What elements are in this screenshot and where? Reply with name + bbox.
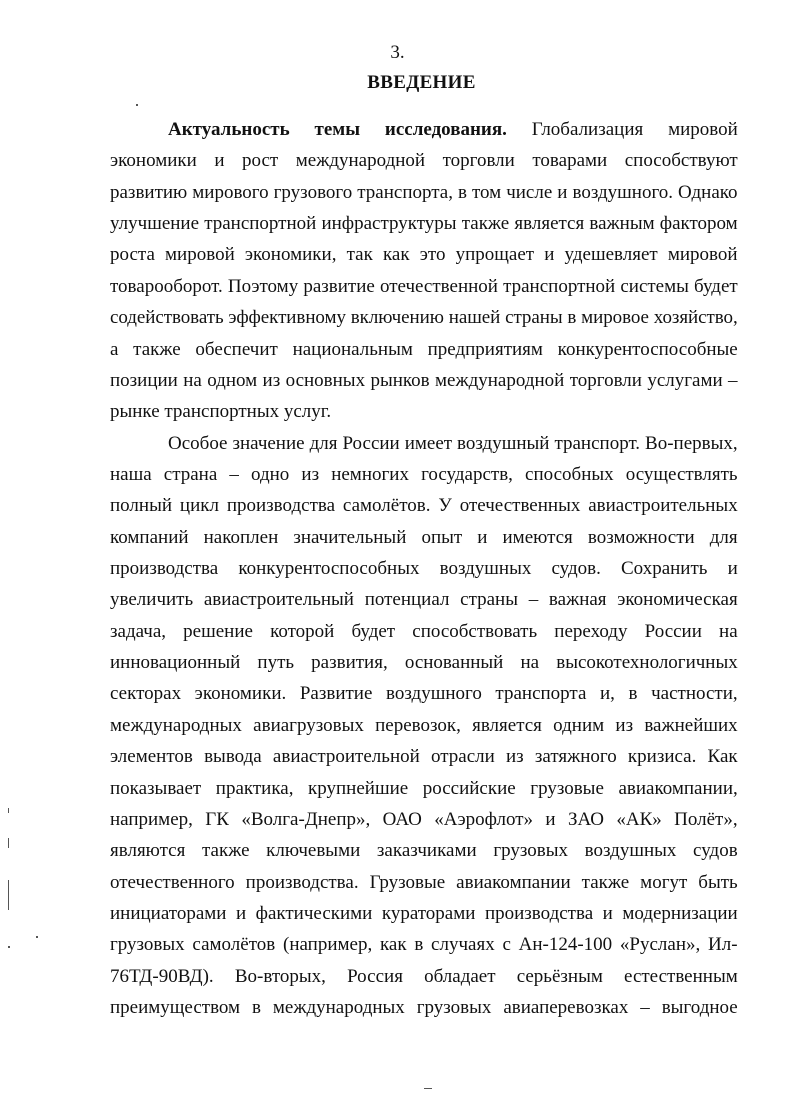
text-line (110, 835, 738, 866)
line-content (110, 339, 738, 360)
line-content (110, 307, 738, 328)
line-text: полный цикл производства самолётов. У отечественных авиастроительных (110, 495, 738, 517)
line-text: являются также ключевыми заказчиками грузовых воздушных судов (110, 840, 738, 862)
text-line (110, 302, 738, 333)
line-content (110, 934, 738, 955)
text-line (110, 616, 738, 647)
line-content (110, 997, 738, 1018)
line-text: Особое значение для России имеет воздушный транспорт. Во-первых, (168, 432, 738, 454)
text-line (110, 522, 738, 553)
text-line (110, 239, 738, 270)
line-content (110, 903, 738, 924)
line-content (110, 370, 738, 391)
text-line (110, 647, 738, 678)
line-content (110, 683, 738, 704)
scan-speck (136, 104, 138, 106)
line-text: позиции на одном из основных рынков международной торговли услугами – (110, 369, 738, 391)
line-text: роста мировой экономики, так как это упрощает и удешевляет мировой (110, 244, 738, 266)
line-content (110, 182, 738, 203)
line-text: грузовых самолётов (например, как в случаях с Ан-124-100 «Руслан», Ил- (110, 934, 738, 956)
line-content (110, 652, 738, 673)
line-content (110, 715, 738, 736)
line-text: элементов вывода авиастроительной отрасли из затяжного кризиса. Как (110, 746, 738, 768)
line-text: инициаторами и фактическими кураторами производства и модернизации (110, 902, 738, 924)
text-line (110, 961, 738, 992)
line-text: товарооборот. Поэтому развитие отечественной транспортной системы будет (110, 275, 738, 297)
bold-lead-in: Актуальность темы исследования. (168, 119, 507, 140)
line-content (110, 872, 738, 893)
line-text: преимуществом в международных грузовых авиаперевозках – выгодное (110, 997, 738, 1019)
text-line (110, 271, 738, 302)
line-text: международных авиагрузовых перевозок, является одним из важнейших (110, 714, 738, 736)
scan-speck (8, 838, 9, 848)
line-text: 76ТД-90ВД). Во-вторых, Россия обладает серьёзным естественным (110, 965, 738, 987)
line-text: улучшение транспортной инфраструктуры также является важным фактором (110, 213, 738, 235)
text-line (110, 396, 738, 427)
line-content (110, 244, 738, 265)
text-line (110, 773, 738, 804)
text-line (110, 678, 738, 709)
scan-speck (36, 936, 38, 938)
line-content (110, 464, 738, 485)
line-content (110, 276, 738, 297)
line-text: инновационный путь развития, основанный на высокотехнологичных (110, 652, 738, 674)
scan-speck (424, 1088, 432, 1089)
text-line (110, 428, 738, 459)
text-line (110, 459, 738, 490)
text-line (110, 804, 738, 835)
line-text: увеличить авиастроительный потенциал страны – важная экономическая (110, 589, 738, 611)
line-content (110, 495, 738, 516)
line-text: экономики и рост международной торговли товарами способствуют (110, 150, 738, 172)
line-content (110, 778, 738, 799)
line-text: а также обеспечит национальным предприятиям конкурентоспособные (110, 338, 738, 360)
line-text: Глобализация мировой (506, 119, 738, 140)
line-text: задача, решение которой будет способствовать переходу России на (110, 620, 738, 642)
text-line (110, 208, 738, 239)
text-line (110, 177, 738, 208)
text-line (110, 710, 738, 741)
line-text: секторах экономики. Развитие воздушного транспорта и, в частности, (110, 683, 738, 705)
text-line (110, 490, 738, 521)
scan-speck (8, 946, 10, 948)
text-line (110, 553, 738, 584)
section-heading: ВВЕДЕНИЕ (367, 72, 476, 93)
line-content (168, 433, 738, 454)
line-content (110, 746, 738, 767)
text-line (110, 584, 738, 615)
text-line (110, 867, 738, 898)
text-line (110, 898, 738, 929)
line-text: производства конкурентоспособных воздушных судов. Сохранить и (110, 558, 738, 580)
text-line (110, 334, 738, 365)
line-content (110, 966, 738, 987)
line-content (110, 809, 738, 830)
text-line (110, 114, 738, 145)
text-line (110, 741, 738, 772)
line-content (110, 527, 738, 548)
text-line (110, 992, 738, 1023)
page-number: 3. (390, 42, 405, 63)
line-text: компаний накоплен значительный опыт и имеются возможности для (110, 526, 738, 548)
line-content (110, 558, 738, 579)
text-line (110, 145, 738, 176)
text-line (110, 365, 738, 396)
scan-speck (8, 880, 9, 910)
line-text: например, ГК «Волга-Днепр», ОАО «Аэрофлот» и ЗАО «АК» Полёт», (110, 808, 738, 830)
line-text: развитию мирового грузового транспорта, в том числе и воздушного. Однако (110, 181, 738, 203)
text-line (110, 929, 738, 960)
line-text: рынке транспортных услуг. (110, 401, 332, 423)
line-text: наша страна – одно из немногих государств, способных осуществлять (110, 463, 738, 485)
scan-speck (8, 808, 9, 813)
line-content (110, 401, 331, 422)
line-text: содействовать эффективному включению нашей страны в мировое хозяйство, (110, 307, 738, 329)
line-text: отечественного производства. Грузовые авиакомпании также могут быть (110, 871, 738, 893)
line-content (110, 150, 738, 171)
line-text: показывает практика, крупнейшие российские грузовые авиакомпании, (110, 777, 738, 799)
document-body (110, 114, 738, 1023)
line-content (110, 621, 738, 642)
line-content (110, 213, 738, 234)
line-content (168, 119, 738, 140)
line-content (110, 840, 738, 861)
line-content (110, 589, 738, 610)
